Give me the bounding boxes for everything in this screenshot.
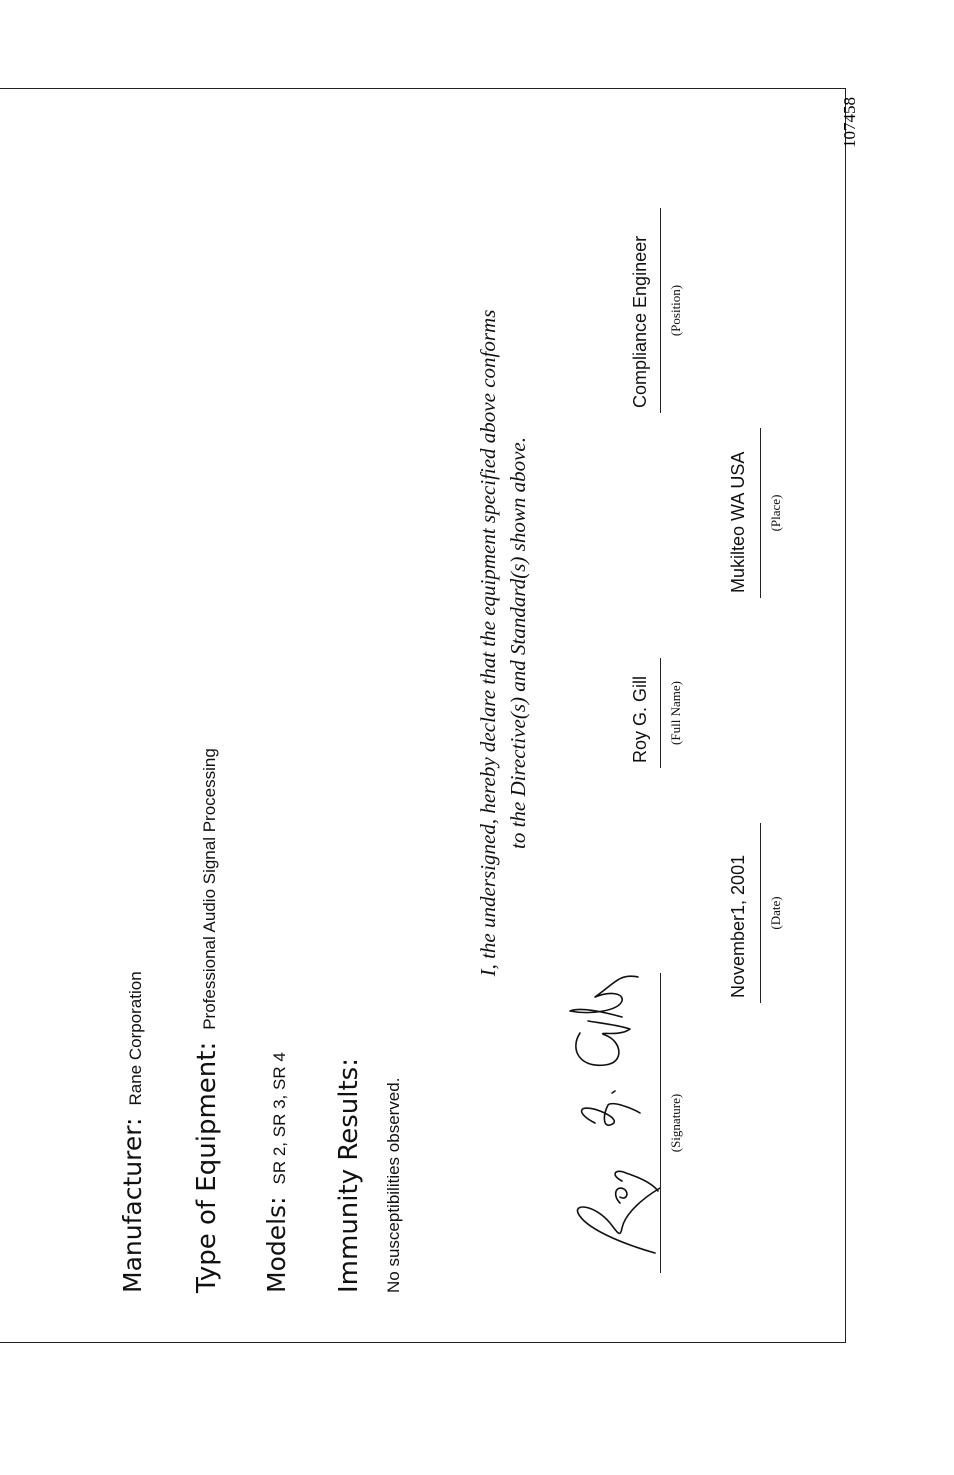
- declaration-document: [0, 88, 845, 1343]
- full-name-caption: (Full Name): [668, 681, 683, 745]
- declaration-line-2: to the Directive(s) and Standard(s) shown above.: [506, 437, 530, 849]
- signature-image: [560, 973, 670, 1273]
- position-rule: [660, 208, 661, 413]
- manufacturer-label: Manufacturer:: [118, 1117, 147, 1293]
- models-row: [262, 1052, 291, 1293]
- place-caption: (Place): [768, 494, 783, 532]
- manufacturer-row: [118, 971, 147, 1293]
- declaration-line-1: I, the undersigned, hereby declare that the equipment specified above conforms: [476, 309, 500, 977]
- place-rule: [760, 428, 761, 598]
- immunity-label: Immunity Results:: [334, 1058, 364, 1293]
- full-name-rule: [660, 658, 661, 768]
- frame-right-rule: [845, 88, 846, 1343]
- equipment-label: Type of Equipment:: [192, 1041, 222, 1293]
- equipment-row: [192, 748, 222, 1293]
- position-value: Compliance Engineer: [630, 235, 650, 408]
- date-caption: (Date): [768, 896, 783, 930]
- position-caption: (Position): [668, 284, 683, 337]
- place-value: Mukilteo WA USA: [728, 451, 748, 593]
- date-value: November1, 2001: [728, 854, 748, 998]
- immunity-value: No susceptibilities observed.: [384, 1077, 403, 1293]
- models-label: Models:: [262, 1196, 291, 1293]
- manufacturer-value: Rane Corporation: [126, 971, 145, 1106]
- full-name-value: Roy G. Gill: [630, 675, 650, 763]
- date-rule: [760, 823, 761, 1003]
- equipment-value: Professional Audio Signal Processing: [200, 748, 219, 1030]
- models-value: SR 2, SR 3, SR 4: [270, 1052, 289, 1185]
- signature-caption: (Signature): [668, 1093, 683, 1153]
- signature-rule: [660, 973, 661, 1273]
- document-number-text: 107458: [840, 97, 859, 148]
